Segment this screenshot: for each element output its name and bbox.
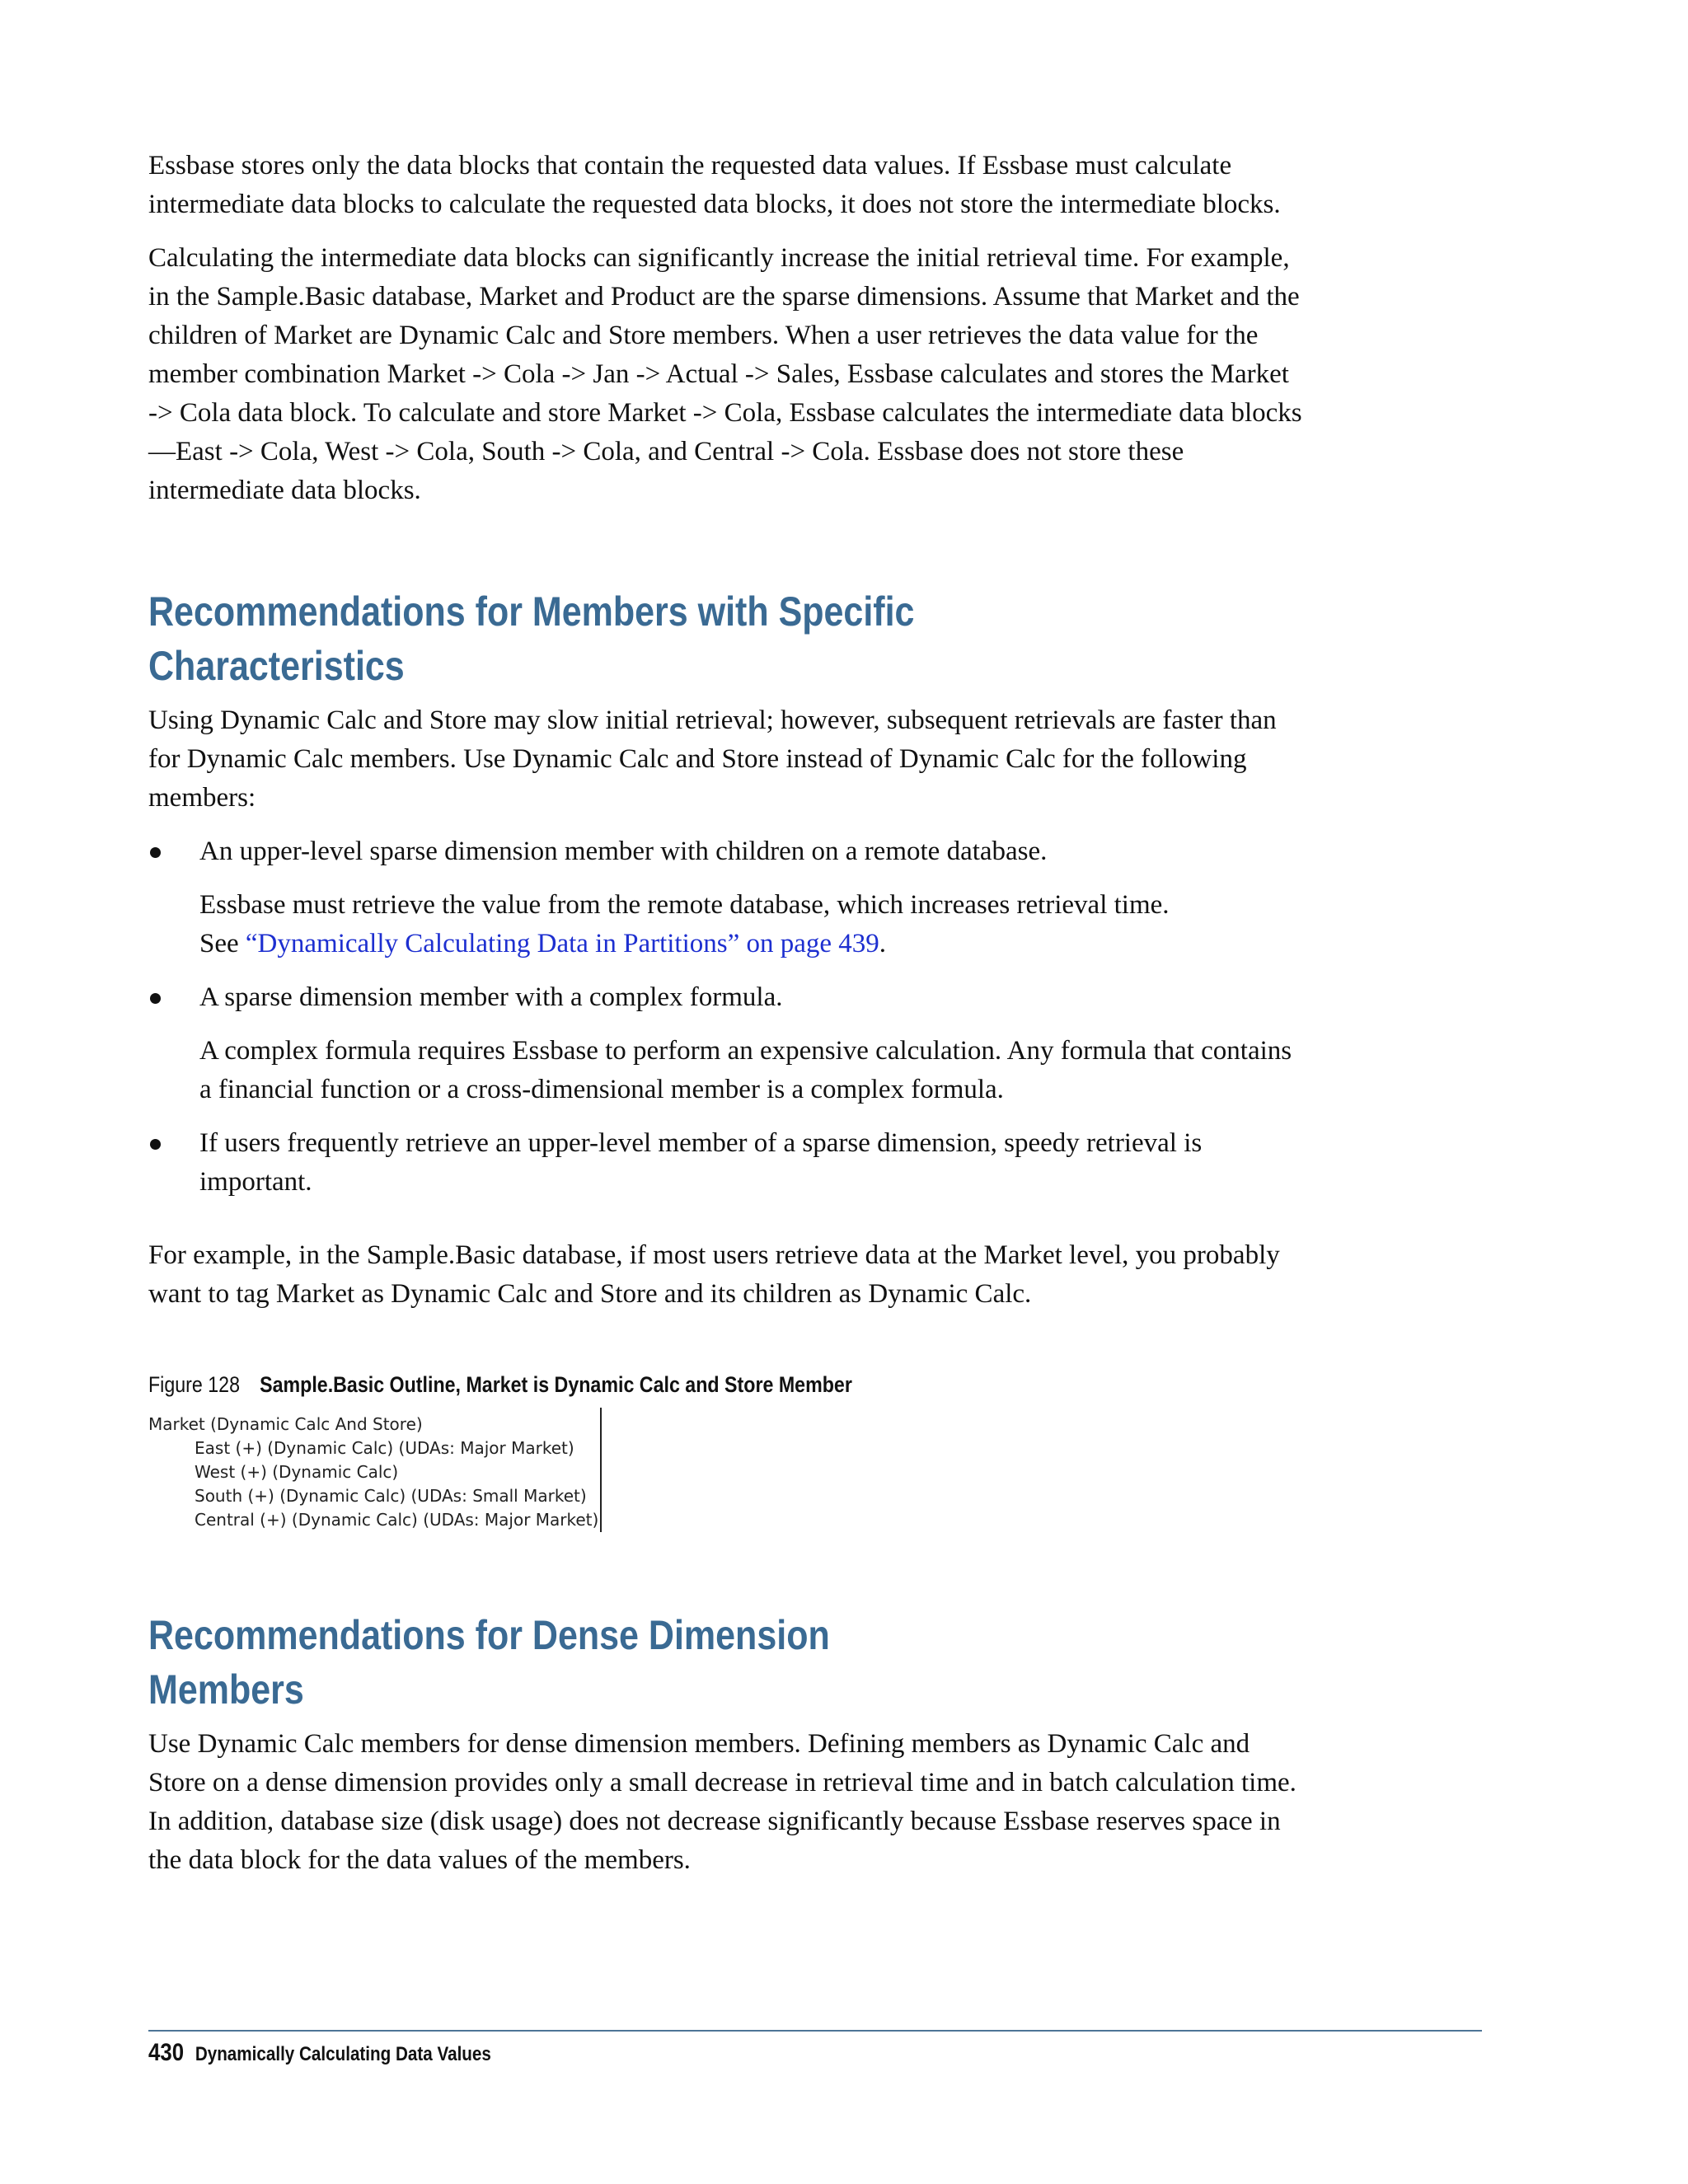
page-footer [148,2039,491,2067]
list-item [148,978,1302,1109]
list-item-text: An upper-level sparse dimension member with children on a remote database. [199,837,1048,866]
list-item-text: A sparse dimension member with a complex formula. [199,982,783,1012]
section1-closing-paragraph: For example, in the Sample.Basic database, if most users retrieve data at the Market level, you probably want to tag Market as Dynamic Calc and Store and its children as Dynamic Calc. [148,1240,1280,1309]
section-heading-specific-characteristics [148,584,971,693]
outline-row-central: Central (+) (Dynamic Calc) (UDAs: Major Market) [195,1510,599,1530]
spacer [148,1532,1302,1608]
spacer [148,525,1302,584]
intro-paragraph-1: Essbase stores only the data blocks that contain the requested data values. If Essbase must calculate intermediate data blocks to calculate the requested data blocks, it does not store the intermediate blocks. [148,151,1281,219]
recommendation-list [148,832,1302,1202]
outline-figure [148,1408,602,1532]
page-content [148,147,1302,1895]
list-item [148,1124,1302,1202]
page-number: 430 [148,2039,185,2066]
period-text: . [879,929,887,958]
detail-text: Essbase must retrieve the value from the remote database, which increases retrieval time. [199,890,1170,920]
outline-row-west: West (+) (Dynamic Calc) [195,1462,399,1482]
list-item [148,832,1302,963]
footer-divider [148,2030,1482,2032]
section-heading-dense-dimension: Recommendations for Dense Dimension Members [148,1612,830,1713]
partitions-cross-reference-link[interactable]: “Dynamically Calculating Data in Partitions” on page 439 [245,929,879,958]
list-item-text: If users frequently retrieve an upper-level member of a sparse dimension, speedy retrieval is important. [199,1128,1203,1197]
bullet-icon [150,1139,161,1150]
spacer [148,1216,1302,1236]
section2-body-paragraph: Use Dynamic Calc members for dense dimension members. Defining members as Dynamic Calc and Store on a dense dimension provides only a small decrease in retrieval time and in batch calculation time. In addition, database size (disk usage) does not decrease significantly because Essbase reserves space in the data block for the data values of the members. [148,1729,1296,1875]
spacer [148,1399,1302,1408]
section1-lead-paragraph: Using Dynamic Calc and Store may slow initial retrieval; however, subsequent retrievals are faster than for Dynamic Calc members. Use Dynamic Calc and Store instead of Dynamic Calc for the following members: [148,705,1277,813]
bullet-icon [150,993,161,1004]
list-item-detail [199,886,1302,963]
outline-row-east: East (+) (Dynamic Calc) (UDAs: Major Market) [195,1438,574,1458]
outline-row-market: Market (Dynamic Calc And Store) [148,1414,423,1434]
section-heading-line-1: Recommendations for Members with Specific [148,588,915,635]
outline-row-south: South (+) (Dynamic Calc) (UDAs: Small Market) [195,1486,587,1506]
see-text: See [199,929,246,958]
list-item-detail: A complex formula requires Essbase to perform an expensive calculation. Any formula that contains a financial function or a cross-dimensional member is a complex formula. [199,1036,1292,1104]
section-heading-line-2: Characteristics [148,643,405,689]
bullet-icon [150,847,161,858]
spacer [148,1329,1302,1370]
figure-number: Figure 128 [148,1372,241,1397]
figure-title: Sample.Basic Outline, Market is Dynamic Calc and Store Member [260,1372,852,1397]
chapter-title: Dynamically Calculating Data Values [195,2043,491,2065]
figure-caption [148,1370,1141,1399]
intro-paragraph-2: Calculating the intermediate data blocks can significantly increase the initial retrieval time. For example, in the Sample.Basic database, Market and Product are the sparse dimensions. Assume that Market and the children of Market are Dynamic Calc and Store members. When a user retrieves the data value for the member combination Market -> Cola -> Jan -> Actual -> Sales, Essbase calculates and stores the Market -> Cola data block. To calculate and store Market -> Cola, Essbase calculates the intermediate data blocks—East -> Cola, West -> Cola, South -> Cola, and Central -> Cola. Essbase does not store these intermediate data blocks. [148,243,1302,505]
